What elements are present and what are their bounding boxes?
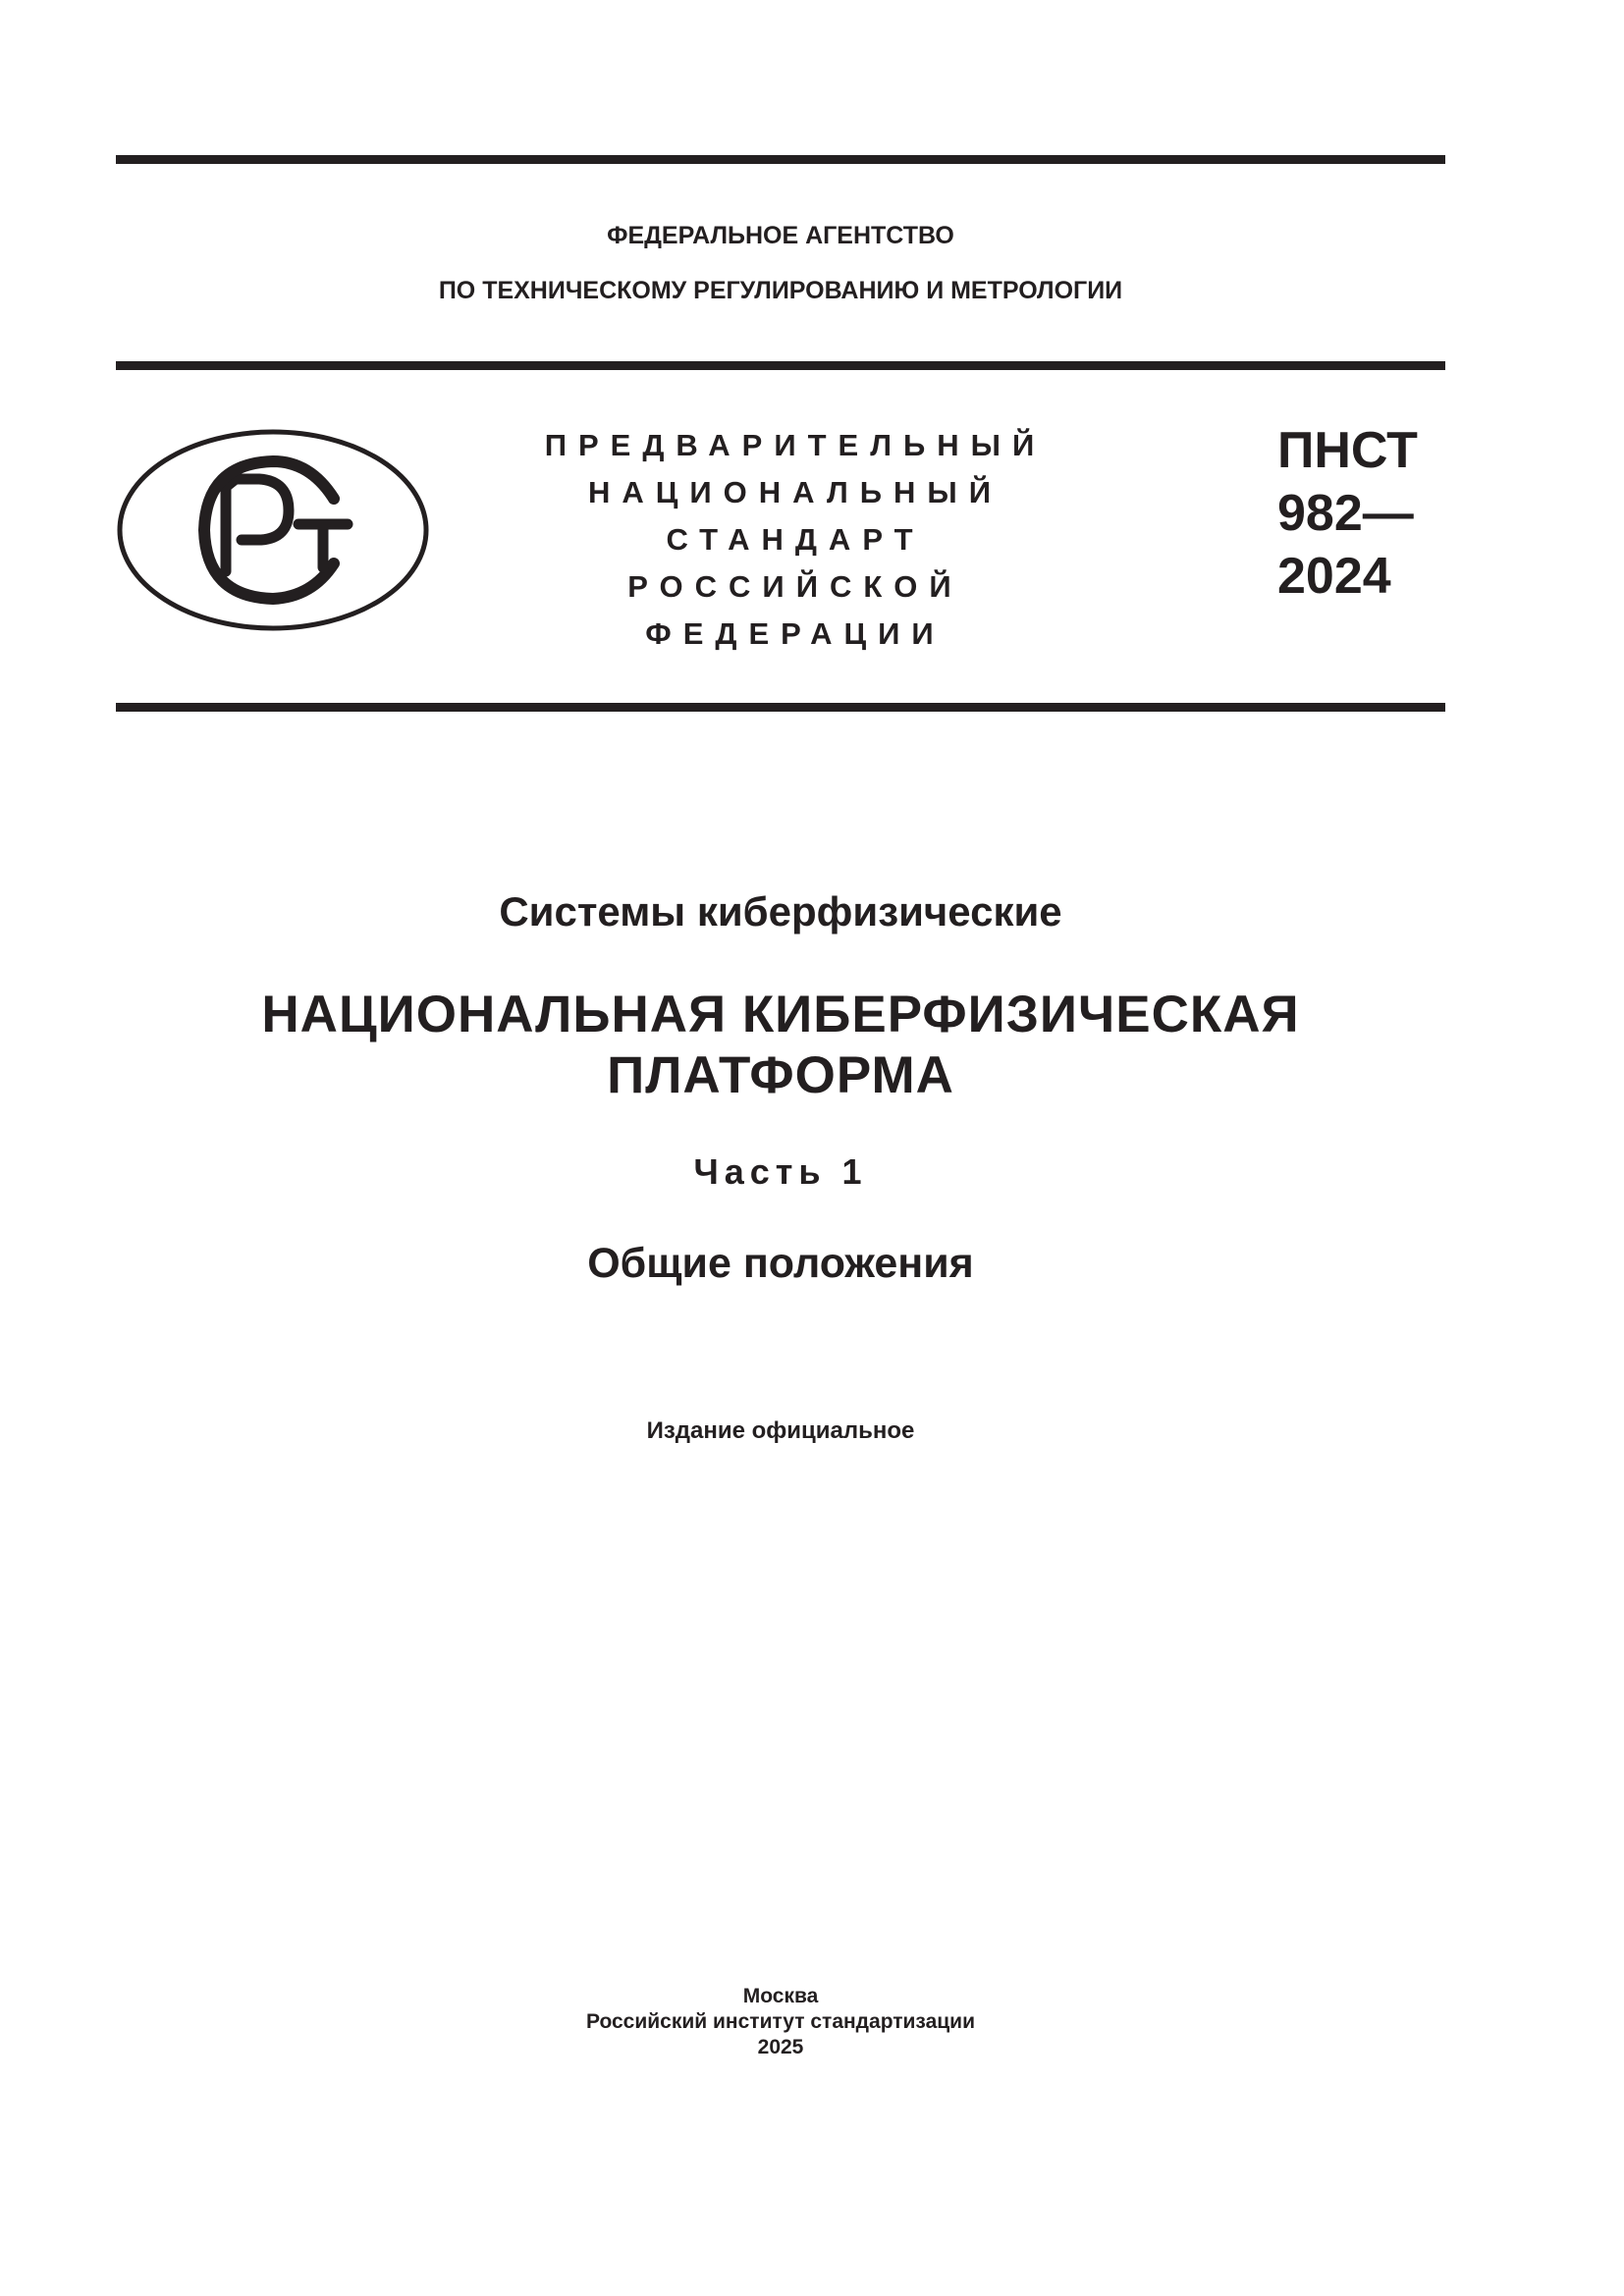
imprint	[116, 1984, 1445, 2060]
document-subtitle: Общие положения	[587, 1240, 974, 1287]
document-title-line2: ПЛАТФОРМА	[607, 1046, 954, 1104]
imprint-city: Москва	[742, 1985, 819, 2007]
standard-type-line-4: РОССИЙСКОЙ	[627, 569, 963, 604]
document-part: Часть 1	[693, 1151, 868, 1192]
document-series: Системы киберфизические	[499, 888, 1062, 934]
standard-designation	[1277, 419, 1418, 608]
imprint-year: 2025	[757, 2036, 804, 2058]
standard-type-line-3: СТАНДАРТ	[666, 522, 925, 557]
designation-year: 2024	[1277, 548, 1391, 605]
standard-type-line-1: ПРЕДВАРИТЕЛЬНЫЙ	[544, 428, 1047, 462]
designation-prefix: ПНСТ	[1277, 422, 1418, 479]
standard-type-line-2: НАЦИОНАЛЬНЫЙ	[587, 475, 1003, 509]
standard-rule	[116, 703, 1445, 712]
agency-name-line2: ПО ТЕХНИЧЕСКОМУ РЕГУЛИРОВАНИЮ И МЕТРОЛОГИИ	[438, 277, 1123, 304]
designation-number: 982—	[1277, 485, 1414, 542]
imprint-publisher: Российский институт стандартизации	[585, 2010, 976, 2033]
agency-name-line1: ФЕДЕРАЛЬНОЕ АГЕНТСТВО	[607, 222, 954, 249]
top-rule	[116, 155, 1445, 164]
header-rule	[116, 361, 1445, 370]
gost-r-logo-icon	[116, 428, 430, 632]
edition-note: Издание официальное	[646, 1417, 915, 1444]
document-title	[116, 985, 1445, 1106]
document-title-line1: НАЦИОНАЛЬНАЯ КИБЕРФИЗИЧЕСКАЯ	[261, 986, 1300, 1043]
standard-type-line-5: ФЕДЕРАЦИИ	[645, 616, 946, 651]
